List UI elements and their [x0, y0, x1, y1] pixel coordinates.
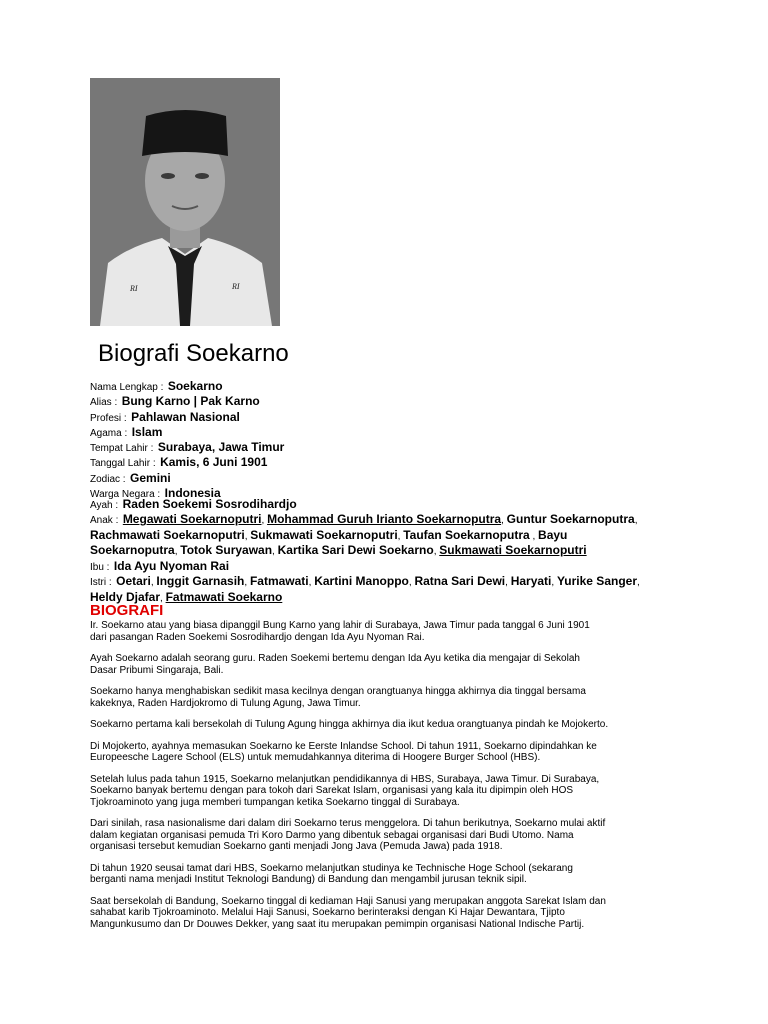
istri-name: Oetari — [116, 574, 151, 589]
info-value: Indonesia — [164, 486, 221, 501]
biography-paragraph: Soekarno pertama kali bersekolah di Tulung Agung hingga akhirnya dia ikut kedua orangtuanya pindah ke Mojokerto. — [90, 719, 609, 730]
section-heading: BIOGRAFI — [90, 602, 164, 619]
ayah-row — [90, 497, 650, 512]
portrait-photo — [90, 78, 280, 326]
page-title: Biografi Soekarno — [98, 340, 289, 367]
info-label: Alias : — [90, 397, 118, 409]
biography-paragraph: Setelah lulus pada tahun 1915, Soekarno melanjutkan pendidikannya di HBS, Surabaya, Jawa Timur. Di Surabaya, Soekarno banyak bertemu dengan para tokoh dari Sarekat Islam, organisasi yang kala itu dipimpin oleh HOS Tjokroaminoto yang juga memberi tumpangan ketika Soekarno tinggal di Surabaya. — [90, 773, 600, 808]
info-row-agama — [90, 425, 690, 440]
anak-name: Guntur Soekarnoputra — [506, 512, 635, 527]
biography-paragraph: Saat bersekolah di Bandung, Soekarno tinggal di kediaman Haji Sanusi yang merupakan anggota Sarekat Islam dan sahabat karib Tjokroaminoto. Melalui Haji Sanusi, Soekarno berinteraksi dengan Ki Hajar Dewantara, Tjipto Mangunkusumo dan Dr Douwes Dekker, yang saat itu merupakan pemimpin organisasi National Indische Partij. — [90, 895, 606, 930]
info-value: Islam — [131, 424, 163, 439]
info-row-tanggal-lahir — [90, 455, 690, 470]
ibu-row — [90, 559, 650, 574]
info-value: Surabaya, Jawa Timur — [157, 440, 285, 455]
info-label: Tanggal Lahir : — [90, 458, 156, 470]
info-label: Zodiac : — [90, 473, 126, 485]
istri-name: Heldy Djafar — [90, 589, 161, 604]
info-row-profesi — [90, 410, 690, 425]
istri-name: Kartini Manoppo — [314, 574, 409, 589]
collar-badge-right: RI — [232, 282, 240, 291]
anak-name: Taufan Soekarnoputra — [403, 527, 530, 542]
anak-name: Rachmawati Soekarnoputri — [90, 527, 245, 542]
info-row-tempat-lahir — [90, 440, 690, 455]
info-value: Bung Karno | Pak Karno — [121, 394, 260, 409]
anak-link[interactable]: Mohammad Guruh Irianto Soekarnoputra — [267, 512, 502, 527]
info-label: Nama Lengkap : — [90, 382, 164, 393]
collar-badge-left: RI — [130, 284, 138, 293]
anak-link[interactable]: Megawati Soekarnoputri — [122, 512, 262, 527]
istri-link[interactable]: Fatmawati Soekarno — [165, 589, 283, 604]
ibu-value: Ida Ayu Nyoman Rai — [113, 558, 230, 573]
anak-label: Anak : — [90, 515, 119, 527]
info-label: Profesi : — [90, 412, 127, 424]
istri-name: Haryati — [510, 574, 552, 589]
ibu-label: Ibu : — [90, 561, 110, 573]
info-value: Gemini — [130, 470, 171, 485]
anak-link[interactable]: Sukmawati Soekarnoputri — [439, 543, 587, 558]
biography-paragraph: Ir. Soekarno atau yang biasa dipanggil Bung Karno yang lahir di Surabaya, Jawa Timur pada tanggal 6 Juni 1901 dari pasangan Raden Soekemi Sosrodihardjo dengan Ida Ayu Nyoman Rai. — [90, 620, 590, 643]
anak-name: Kartika Sari Dewi Soekarno — [277, 543, 434, 558]
anak-name: Totok Suryawan — [180, 543, 273, 558]
istri-name: Yurike Sanger — [556, 574, 637, 589]
istri-name: Ratna Sari Dewi — [414, 574, 506, 589]
istri-row: Istri : Oetari, Inggit Garnasih, Fatmawati, Kartini Manoppo, Ratna Sari Dewi, Haryati, Yurike Sanger, Heldy Djafar, Fatmawati Soekarno — [90, 574, 640, 604]
biography-paragraph: Di tahun 1920 seusai tamat dari HBS, Soekarno melanjutkan studinya ke Technische Hoge School (sekarang berganti nama menjadi Institut Teknologi Bandung) di Bandung dan mengambil jurusan teknik sipil. — [90, 862, 573, 885]
info-row-alias — [90, 394, 690, 409]
profile-info-list — [90, 379, 690, 501]
biography-body — [90, 620, 690, 940]
biography-paragraph: Di Mojokerto, ayahnya memasukan Soekarno ke Eerste Inlandse School. Di tahun 1911, Soekarno dipindahkan ke Europeesche Lagere School (ELS) untuk memudahkannya diterima di Hoogere Burger School (HBS). — [90, 740, 597, 763]
info-row-nama — [90, 379, 690, 394]
ayah-label: Ayah : — [90, 500, 119, 511]
istri-name: Fatmawati — [249, 574, 309, 589]
info-value: Pahlawan Nasional — [131, 409, 240, 424]
anak-name: Bayu Soekarnoputra — [90, 527, 568, 558]
portrait-illustration — [90, 78, 280, 326]
info-value: Soekarno — [167, 379, 223, 393]
info-label: Agama : — [90, 427, 128, 439]
info-label: Tempat Lahir : — [90, 443, 154, 455]
family-info — [90, 497, 650, 605]
anak-row: Anak : Megawati Soekarnoputri, Mohammad Guruh Irianto Soekarnoputra, Guntur Soekarnoputra, Rachmawati Soekarnoputri, Sukmawati Soekarnoputri, Taufan Soekarnoputra , Bayu Soekarnoputra, Totok Suryawan, Kartika Sari Dewi Soekarno, Sukmawati Soekarnoputri — [90, 512, 638, 558]
biography-paragraph: Dari sinilah, rasa nasionalisme dari dalam diri Soekarno terus menggelora. Di tahun berikutnya, Soekarno mulai aktif dalam kegiatan organisasi pemuda Tri Koro Darmo yang dibentuk sebagai organisasi dari Budi Utomo. Nama organisasi tersebut kemudian Soekarno ganti menjadi Jong Java (Pemuda Jawa) pada 1918. — [90, 818, 606, 852]
info-value: Kamis, 6 Juni 1901 — [160, 455, 268, 470]
istri-label: Istri : — [90, 577, 112, 589]
biography-paragraph: Ayah Soekarno adalah seorang guru. Raden Soekemi bertemu dengan Ida Ayu ketika dia mengajar di Sekolah Dasar Pribumi Singaraja, Bali. — [90, 653, 580, 676]
info-label: Warga Negara : — [90, 489, 161, 501]
info-row-zodiac — [90, 471, 690, 486]
istri-name: Inggit Garnasih — [156, 574, 245, 589]
anak-name: Sukmawati Soekarnoputri — [250, 527, 398, 542]
ayah-value: Raden Soekemi Sosrodihardjo — [122, 497, 297, 511]
biography-paragraph: Soekarno hanya menghabiskan sedikit masa kecilnya dengan orangtuanya hingga akhirnya dia tinggal bersama kakeknya, Raden Hardjokromo di Tulung Agung, Jawa Timur. — [90, 686, 586, 709]
